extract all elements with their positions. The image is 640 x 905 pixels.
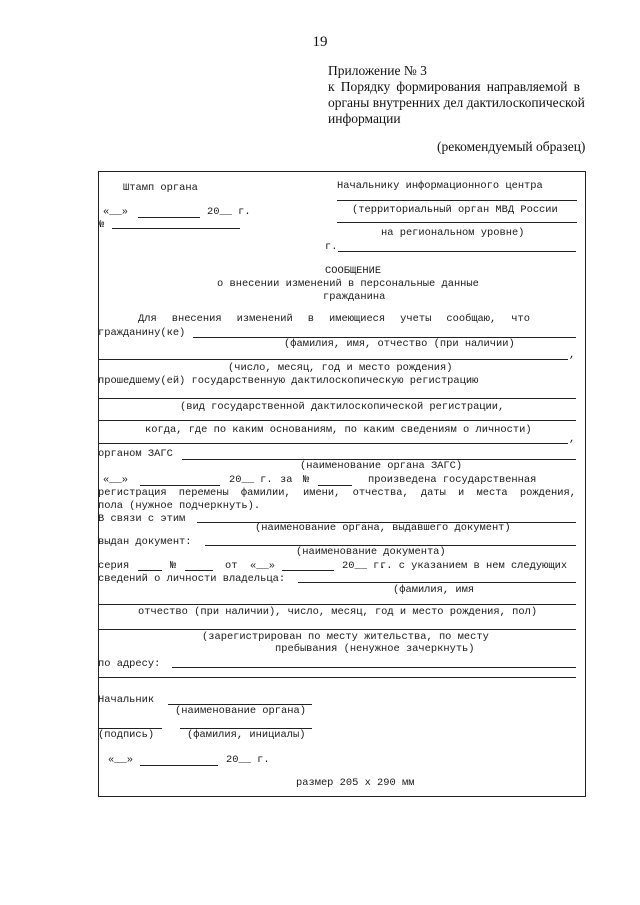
addressee-label: Начальнику информационного центра <box>337 180 543 192</box>
registration-change: регистрация перемены фамилии, имени, отчества, даты и места рождения, <box>98 487 576 499</box>
citizen-name-field-2[interactable] <box>98 359 568 360</box>
city-prefix: г. <box>325 241 338 253</box>
date2-year: 20__ г. <box>229 474 273 486</box>
owner-info-label: сведений о личности владельца: <box>98 573 286 585</box>
message-subtitle-2: гражданина <box>323 291 386 303</box>
registration-field-2[interactable] <box>98 420 576 421</box>
address-field-1[interactable] <box>172 667 576 668</box>
date-year: 20__ г. <box>207 206 251 218</box>
number3-field[interactable] <box>185 570 213 571</box>
regional-caption: на региональном уровне) <box>381 227 525 239</box>
zags-label: органом ЗАГС <box>98 448 173 460</box>
intro-text: Для внесения изменений в имеющиеся учеты сообщаю, что <box>138 313 530 325</box>
performed-text: произведена государственная <box>368 474 537 486</box>
appendix-line-2: органы внутренних дел дактилоскопической <box>328 95 585 110</box>
date-open: «__» <box>103 206 128 218</box>
number3-sign: № <box>170 560 177 572</box>
page-number: 19 <box>312 34 328 50</box>
number-sign: № <box>98 219 105 231</box>
city-field[interactable] <box>338 251 576 252</box>
in-connection: В связи с этим <box>98 513 186 525</box>
initials-caption: (фамилия, инициалы) <box>187 729 306 741</box>
appendix-line-3: информации <box>328 111 401 126</box>
date3-month-field[interactable] <box>282 570 334 571</box>
date-month-field[interactable] <box>138 217 200 218</box>
date4-year: 20__ г. <box>226 754 270 766</box>
date4-open: «__» <box>108 754 133 766</box>
chief-label: Начальник <box>98 694 155 706</box>
date2-open: «__» <box>103 474 128 486</box>
zags-caption: (наименование органа ЗАГС) <box>300 460 463 472</box>
appendix-line-1: к Порядку формирования направляемой в <box>328 79 580 94</box>
to-citizen-label: гражданину(ке) <box>98 327 186 339</box>
registered-caption-2: пребывания (ненужное зачеркнуть) <box>275 643 475 655</box>
addressee-field-1[interactable] <box>337 200 577 201</box>
date3-open: «__» <box>250 560 275 572</box>
owner-field-2[interactable] <box>98 604 576 605</box>
date3-year: 20__ г. <box>342 560 386 572</box>
message-title: СООБЩЕНИЕ <box>325 265 382 277</box>
signature-caption: (подпись) <box>98 729 155 741</box>
sex-line: пола (нужное подчеркнуть). <box>98 500 261 512</box>
appendix-title: Приложение № 3 <box>328 63 427 78</box>
from-label: от <box>225 560 238 572</box>
address-field-2[interactable] <box>98 677 576 678</box>
for-label: за <box>280 474 293 486</box>
series-field[interactable] <box>138 570 162 571</box>
date4-month-field[interactable] <box>140 765 218 766</box>
territorial-caption: (территориальный орган МВД России <box>352 204 558 216</box>
by-address-label: по адресу: <box>98 658 161 670</box>
issued-doc-label: выдан документ: <box>98 536 192 548</box>
comma-2: , <box>569 433 576 445</box>
number2-field[interactable] <box>318 485 352 486</box>
registration-type-caption: (вид государственной дактилоскопической регистрации, <box>180 401 505 413</box>
number-field[interactable] <box>112 228 240 229</box>
surname-name-caption: (фамилия, имя <box>393 584 475 596</box>
passed-registration: прошедшему(ей) государственную дактилоскопическую регистрацию <box>98 375 479 387</box>
series-label: серия <box>98 560 130 572</box>
number2-sign: № <box>303 474 310 486</box>
registration-when-caption: когда, где по каким основаниям, по каким сведениям о личности) <box>145 424 532 436</box>
owner-field-3[interactable] <box>98 629 576 630</box>
date2-month-field[interactable] <box>140 485 220 486</box>
registered-caption-1: (зарегистрирован по месту жительства, по месту <box>202 631 489 643</box>
owner-field-1[interactable] <box>298 582 576 583</box>
issuer-caption: (наименование органа, выдавшего документ) <box>255 522 511 534</box>
message-subtitle: о внесении изменений в персональные данные <box>217 278 479 290</box>
org-name-caption: (наименование органа) <box>175 705 306 717</box>
doc-name-caption: (наименование документа) <box>296 546 446 558</box>
registration-field-1[interactable] <box>98 398 576 399</box>
sample-note: (рекомендуемый образец) <box>437 139 586 154</box>
fio-caption: (фамилия, имя, отчество (при наличии) <box>284 338 515 350</box>
registration-field-3[interactable] <box>98 443 568 444</box>
comma-1: , <box>569 349 576 361</box>
stamp-label: Штамп органа <box>123 182 198 194</box>
birth-caption: (число, месяц, год и место рождения) <box>228 362 453 374</box>
patronymic-caption: отчество (при наличии), число, месяц, год и место рождения, пол) <box>138 606 538 618</box>
addressee-field-2[interactable] <box>337 222 577 223</box>
with-indication: г. с указанием в нем следующих <box>380 560 568 572</box>
size-note: размер 205 x 290 мм <box>296 777 415 789</box>
